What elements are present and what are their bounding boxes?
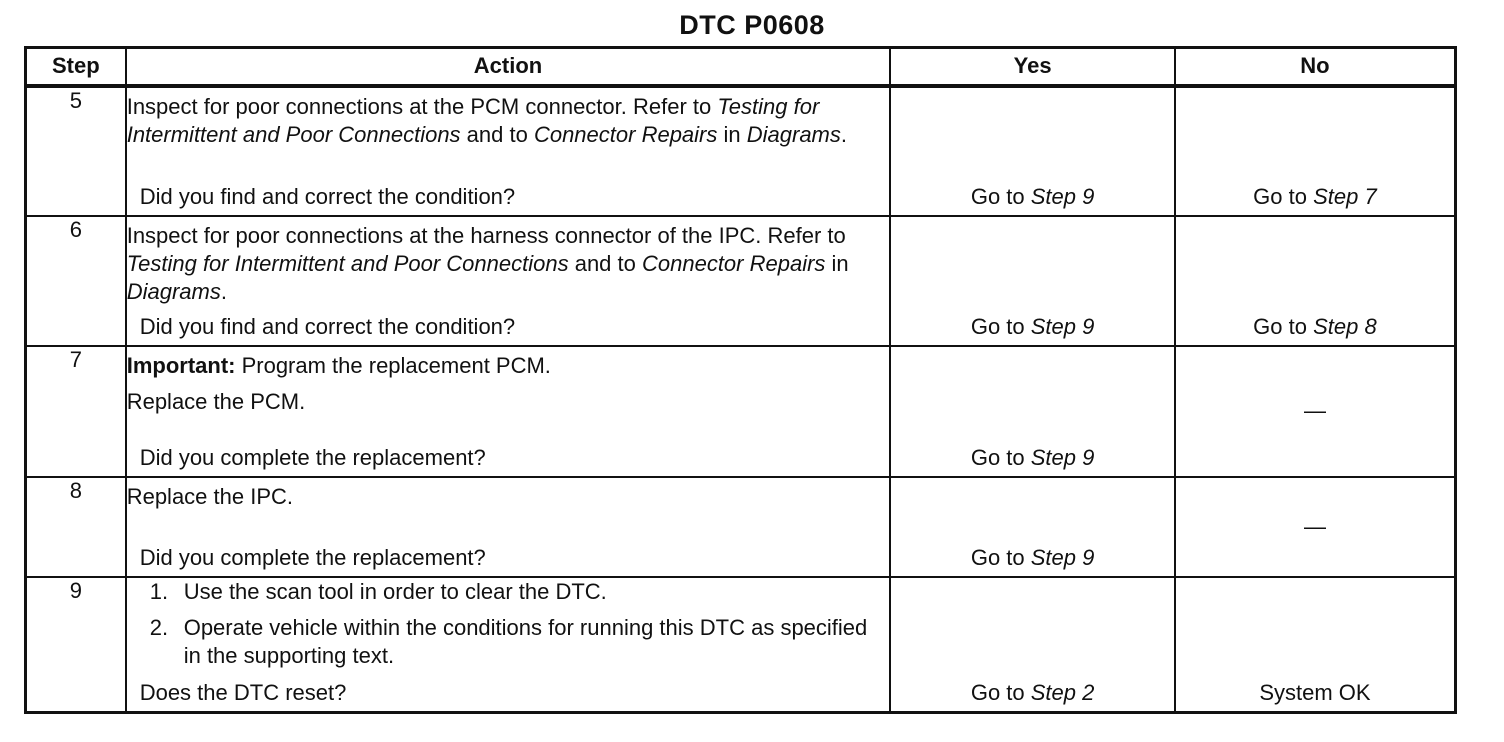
yes-cell (890, 86, 1175, 216)
no-answer: Go to Step 8 (1253, 313, 1377, 339)
italic-reference: Testing for Intermittent and Poor Connections (126, 93, 820, 147)
action-text: Replace the PCM. (126, 388, 306, 414)
italic-reference: Testing for Intermittent and Poor Connections (126, 250, 569, 276)
action-text: Inspect for poor connections at the PCM connector. Refer to Testing for Intermittent and Poor Connections and to Connector Repairs in Diagrams. (126, 93, 848, 147)
yes-cell (890, 216, 1175, 346)
italic-reference: Connector Repairs (641, 250, 826, 276)
list-item: 2. Operate vehicle within the conditions for running this DTC as specified in the supporting text. (149, 614, 868, 668)
step-ref: Step 9 (1030, 444, 1095, 470)
question-text: Does the DTC reset? (139, 680, 347, 705)
yes-answer: Go to Step 9 (970, 544, 1095, 570)
italic-reference: Diagrams (746, 121, 841, 147)
header-action: Action (126, 48, 891, 86)
question-text: Did you find and correct the condition? (139, 183, 516, 209)
no-cell (1175, 86, 1456, 216)
action-text: Inspect for poor connections at the harness connector of the IPC. Refer to Testing for Intermittent and Poor Connections and to Connector Repairs in Diagrams. (126, 222, 849, 304)
italic-reference: Connector Repairs (533, 121, 718, 147)
no-cell (1175, 577, 1456, 713)
list-item: 1. Use the scan tool in order to clear the DTC. (149, 578, 607, 604)
step-ref: Step 9 (1030, 544, 1095, 570)
yes-answer: Go to Step 2 (970, 680, 1095, 705)
action-cell (126, 577, 891, 713)
table-row (26, 86, 1456, 216)
table-row (26, 216, 1456, 346)
no-answer-dash: — (1303, 398, 1326, 423)
question-text: Did you complete the replacement? (139, 544, 486, 570)
document-title: DTC P0608 (679, 10, 825, 40)
no-answer: System OK (1259, 680, 1371, 705)
question-text: Did you complete the replacement? (139, 444, 486, 470)
no-answer: Go to Step 7 (1253, 183, 1377, 209)
numbered-list (127, 578, 890, 670)
yes-answer: Go to Step 9 (970, 313, 1095, 339)
yes-answer: Go to Step 9 (970, 444, 1095, 470)
step-number: 5 (26, 86, 126, 216)
yes-cell (890, 346, 1175, 477)
yes-cell (890, 477, 1175, 577)
step-ref: Step 9 (1030, 313, 1095, 339)
step-ref: Step 8 (1313, 313, 1377, 339)
no-cell (1175, 346, 1456, 477)
step-ref: Step 7 (1313, 183, 1377, 209)
header-yes: Yes (890, 48, 1175, 86)
table-row (26, 346, 1456, 477)
question-text: Did you find and correct the condition? (139, 313, 516, 339)
header-no: No (1175, 48, 1456, 86)
important-note: Important: Program the replacement PCM. (126, 352, 551, 378)
step-number: 8 (26, 477, 126, 577)
italic-reference: Diagrams (126, 278, 221, 304)
important-label: Important: (126, 352, 236, 378)
dtc-table (24, 46, 1457, 714)
table-row (26, 477, 1456, 577)
yes-cell (890, 577, 1175, 713)
table-row (26, 577, 1456, 713)
step-number: 7 (26, 346, 126, 477)
action-cell (126, 216, 891, 346)
action-cell (126, 86, 891, 216)
step-ref: Step 9 (1030, 183, 1095, 209)
yes-answer: Go to Step 9 (970, 183, 1095, 209)
table-header-row (26, 48, 1456, 86)
action-text: Replace the IPC. (126, 483, 294, 509)
action-cell (126, 346, 891, 477)
no-cell (1175, 216, 1456, 346)
action-cell (126, 477, 891, 577)
no-cell (1175, 477, 1456, 577)
no-answer-dash: — (1303, 513, 1326, 539)
header-step: Step (26, 48, 126, 86)
step-number: 6 (26, 216, 126, 346)
step-ref: Step 2 (1030, 680, 1095, 705)
step-number: 9 (26, 577, 126, 713)
